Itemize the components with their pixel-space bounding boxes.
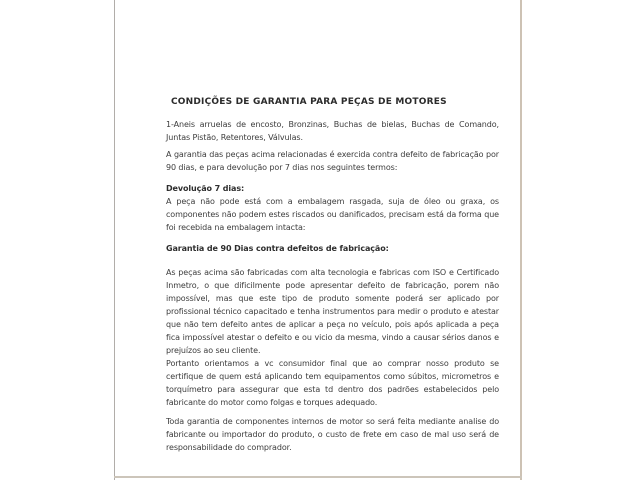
paragraph-garantia-details: As peças acima são fabricadas com alta tecnologia e fabricas com ISO e Certificado Inmetro, o que dificilmente pode apresentar defeito de fabricação, porem não impossível, mas que este tipo de produto somente poderá ser aplicado por profissional técnico capacitado e tenha instrumentos para medir o produto e atestar que não tem defeito antes de aplicar a peça no veículo, pois após aplicada a peça fica impossível atestar o defeito e ou vicio da mesma, vindo a causar sérios danos e prejuízos ao seu cliente. <box>166 268 499 355</box>
paragraph-devolucao-terms: A peça não pode está com a embalagem rasgada, suja de óleo ou graxa, os componentes não podem estes riscados ou danificados, precisam está da forma que foi recebida na embalagem intacta: <box>166 197 499 232</box>
page-right-border <box>520 0 522 480</box>
page-bottom-border <box>114 476 522 478</box>
paragraph-consumer-orientation: Portanto orientamos a vc consumidor final que ao comprar nosso produto se certifique de quem está aplicando tem equipamentos como súbitos, micrometros e torquímetro para assegurar que esta td dentro dos padrões estabelecidos pelo fabricante do motor como folgas e torques adequado. <box>166 359 499 407</box>
paragraph-warranty-intro: A garantia das peças acima relacionadas é exercida contra defeito de fabricação por 90 dias, e para devolução por 7 dias nos seguintes termos: <box>166 150 499 172</box>
document-title: CONDIÇÕES DE GARANTIA PARA PEÇAS DE MOTORES <box>171 97 447 107</box>
page-left-border <box>114 0 115 480</box>
paragraph-parts-list: 1-Aneis arruelas de encosto, Bronzinas, Buchas de bielas, Buchas de Comando, Juntas Pistão, Retentores, Válvulas. <box>166 120 499 142</box>
heading-devolucao-7-dias: Devolução 7 dias: <box>166 184 245 193</box>
document-content <box>166 0 499 454</box>
heading-garantia-90-dias: Garantia de 90 Dias contra defeitos de fabricação: <box>166 244 389 253</box>
paragraph-final-note: Toda garantia de componentes internos de motor so será feita mediante analise do fabricante ou importador do produto, o custo de frete em caso de mal uso será de responsabilidade do comprador. <box>166 417 499 452</box>
